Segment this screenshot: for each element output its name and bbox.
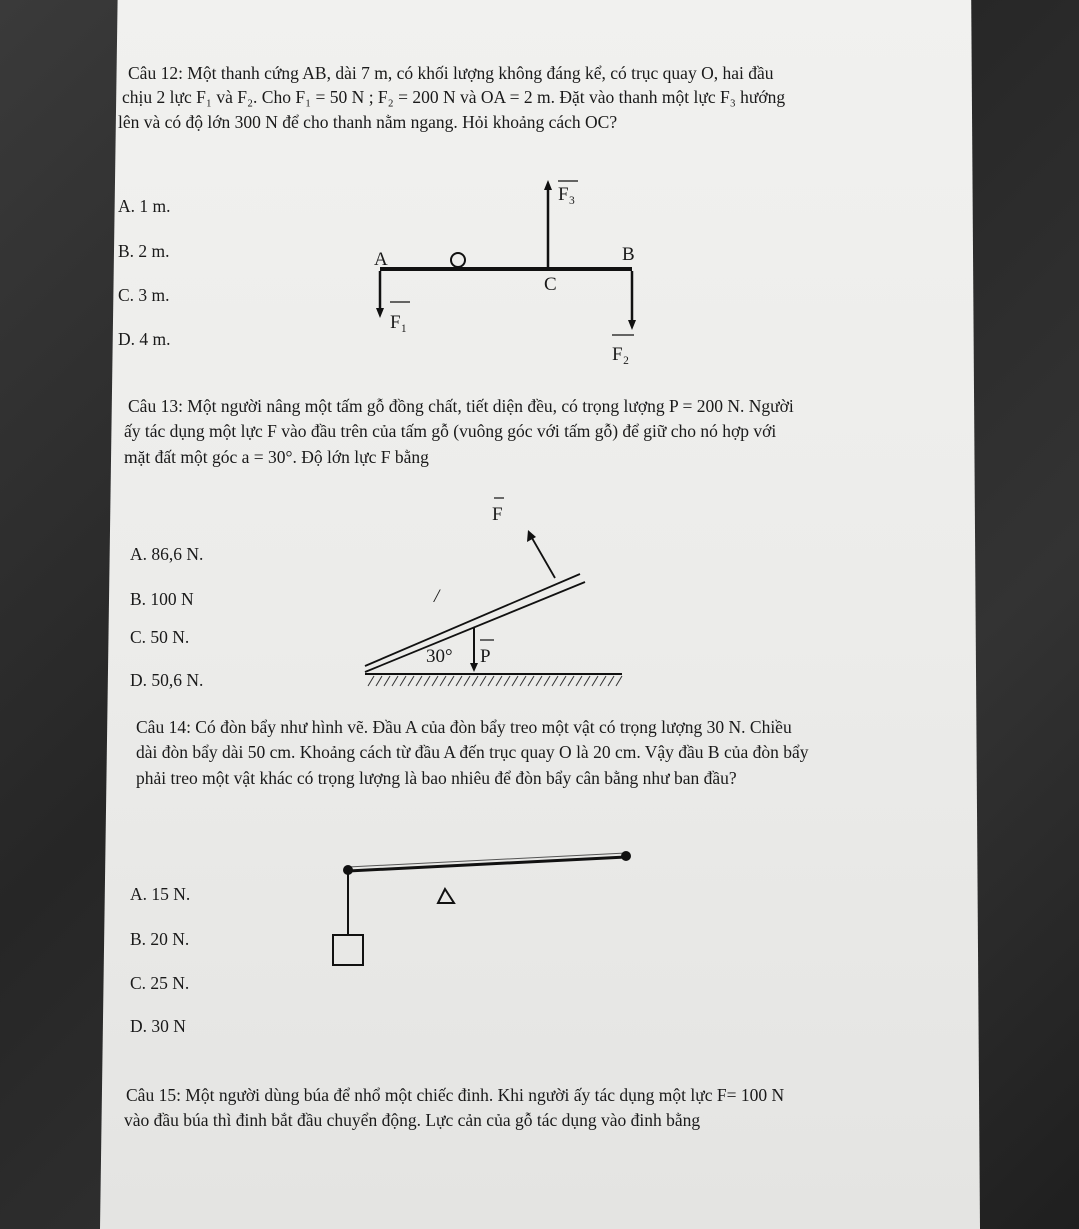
- q15-line-2: vào đầu búa thì đinh bắt đầu chuyển động. Lực cản của gỗ tác dụng vào đinh bằng: [124, 1110, 701, 1130]
- q13-line-1: Câu 13: Một người nâng một tấm gỗ đồng chất, tiết diện đều, có trọng lượng P = 200 N. Người: [128, 396, 794, 416]
- q14-option-c: C. 25 N.: [130, 973, 190, 993]
- q12-figure: [370, 170, 670, 380]
- q12-line-3: lên và có độ lớn 300 N để cho thanh nằm ngang. Hỏi khoảng cách OC?: [118, 112, 618, 132]
- lever-end-b: [621, 851, 631, 861]
- q12-line-1: Câu 12: Một thanh cứng AB, dài 7 m, có khối lượng không đáng kể, có trục quay O, hai đầu: [128, 63, 774, 83]
- label-f3: F₃: [558, 184, 576, 205]
- q13-option-a: A. 86,6 N.: [130, 544, 204, 564]
- q14-option-a: A. 15 N.: [130, 884, 191, 904]
- f-arrowhead: [527, 530, 536, 542]
- q13-option-c: C. 50 N.: [130, 627, 190, 647]
- q13-line-2: ấy tác dụng một lực F vào đầu trên của tấm gỗ (vuông góc với tấm gỗ) để giữ cho nó hợp với: [124, 421, 777, 441]
- q14-line-3: phải treo một vật khác có trọng lượng là bao nhiêu để đòn bẩy cân bằng như ban đầu?: [136, 768, 737, 788]
- q12-line-2: chịu 2 lực F₁ và F₂. Cho F₁ = 50 N ; F₂ = 200 N và OA = 2 m. Đặt vào thanh một lực F₃ hướng: [122, 87, 786, 107]
- q13-option-d: D. 50,6 N.: [130, 670, 204, 690]
- label-a: A: [374, 249, 388, 270]
- label-f1: F₁: [390, 312, 408, 333]
- q13-line-3: mặt đất một góc a = 30°. Độ lớn lực F bằng: [124, 447, 429, 467]
- label-f: F: [492, 504, 503, 525]
- q12-option-c: C. 3 m.: [118, 285, 170, 305]
- q14-figure: [320, 845, 640, 980]
- angle-label: 30°: [426, 646, 453, 667]
- ground-hatching: [368, 676, 622, 686]
- label-p: P: [480, 646, 491, 667]
- midpoint-mark: /: [434, 586, 440, 607]
- f-arrow: [532, 538, 555, 578]
- q12-option-d: D. 4 m.: [118, 329, 171, 349]
- q12-option-a: A. 1 m.: [118, 196, 171, 216]
- fulcrum: [438, 889, 454, 903]
- q15-line-1: Câu 15: Một người dùng búa để nhổ một chiếc đinh. Khi người ấy tác dụng một lực F= 100 N: [126, 1085, 785, 1105]
- q14-line-2: dài đòn bẩy dài 50 cm. Khoảng cách từ đầu A đến trục quay O là 20 cm. Vậy đầu B của đòn bẩy: [136, 742, 809, 762]
- label-f2: F₂: [612, 344, 630, 365]
- lever-bar: [348, 857, 626, 871]
- label-b: B: [622, 244, 635, 265]
- label-c: C: [544, 274, 557, 295]
- q14-option-b: B. 20 N.: [130, 929, 190, 949]
- pivot-o: [451, 253, 465, 267]
- f1-arrowhead: [376, 308, 384, 318]
- f3-arrowhead: [544, 180, 552, 190]
- q13-figure: [360, 490, 630, 705]
- q14-option-d: D. 30 N: [130, 1016, 186, 1036]
- f2-arrowhead: [628, 320, 636, 330]
- plank-top: [365, 574, 580, 666]
- q14-line-1: Câu 14: Có đòn bẩy như hình vẽ. Đầu A của đòn bẩy treo một vật có trọng lượng 30 N. Chiều: [136, 717, 792, 737]
- hanging-weight: [333, 935, 363, 965]
- p-arrowhead: [470, 663, 478, 672]
- q12-option-b: B. 2 m.: [118, 241, 170, 261]
- q13-option-b: B. 100 N: [130, 589, 194, 609]
